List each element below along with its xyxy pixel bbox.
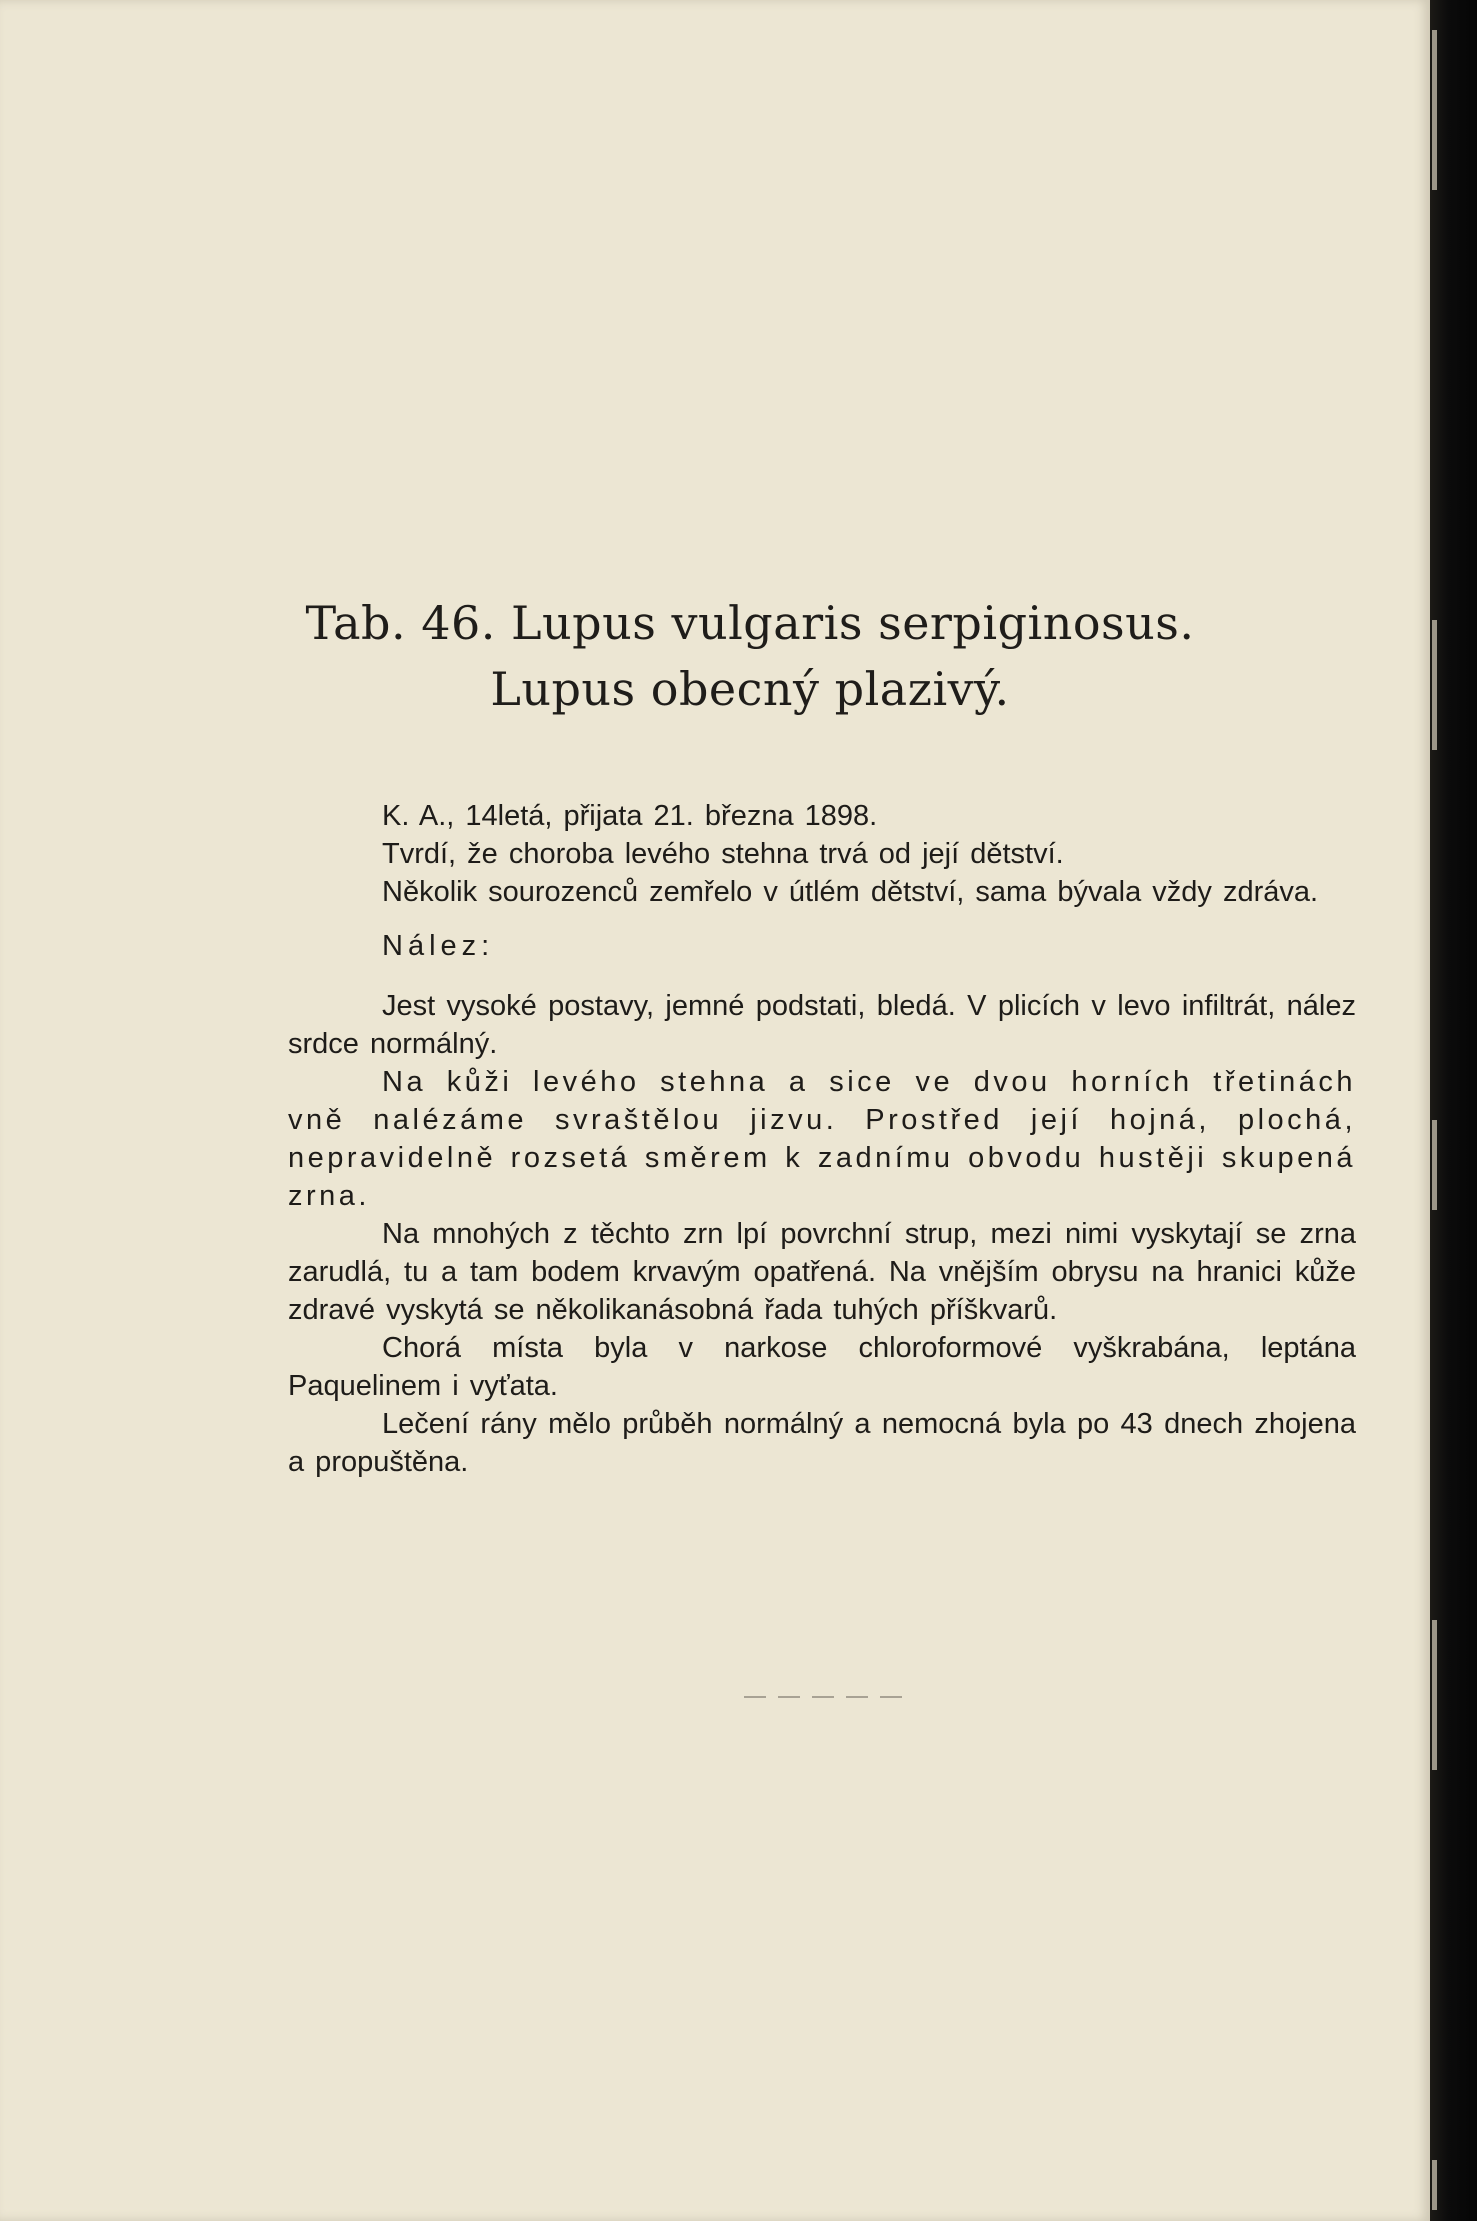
- patient-intro: K. A., 14letá, přijata 21. března 1898.: [382, 800, 878, 832]
- treatment-paragraph: Chorá místa byla v narkose chloroformové vyškrabána, leptána Paquelinem i vyťata.: [288, 1332, 1356, 1402]
- findings-paragraph-1: Jest vysoké postavy, jemné podstati, bledá. V plicích v levo infiltrát, nález srdce normálný.: [288, 990, 1356, 1060]
- edge-highlight: [1432, 2160, 1437, 2210]
- title-block: [300, 590, 1200, 722]
- plate-title: Tab. 46. Lupus vulgaris serpiginosus.: [305, 596, 1195, 650]
- edge-highlight: [1432, 30, 1437, 190]
- history-paragraph-1: Tvrdí, že choroba levého stehna trvá od její dětství.: [382, 838, 1064, 870]
- plate-subtitle: Lupus obecný plazivý.: [490, 662, 1010, 716]
- case-report: [288, 797, 1356, 1481]
- edge-highlight: [1432, 1620, 1437, 1770]
- edge-highlight: [1432, 620, 1437, 750]
- outcome-paragraph: Lečení rány mělo průběh normálný a nemocná byla po 43 dnech zhojena a propuštěna.: [288, 1408, 1356, 1478]
- edge-highlight: [1432, 1120, 1437, 1210]
- end-ornament: [744, 1696, 904, 1698]
- findings-paragraph-3: Na mnohých z těchto zrn lpí povrchní strup, mezi nimi vyskytají se zrna zarudlá, tu a tam bodem krvavým opatřená. Na vnějším obrysu na hranici kůže zdravé vyskytá se několikanásobná řada tuhých příškvarů.: [288, 1218, 1356, 1326]
- findings-paragraph-2: Na kůži levého stehna a sice ve dvou horních třetinách vně nalézáme svraštělou jizvu. Prostřed její hojná, plochá, nepravidelně rozsetá směrem k zadnímu obvodu hustěji skupená zrna.: [288, 1066, 1356, 1212]
- findings-heading: Nález:: [382, 930, 495, 962]
- scan-page-edge: [1430, 0, 1477, 2221]
- history-paragraph-2: Několik sourozenců zemřelo v útlém dětství, sama bývala vždy zdráva.: [382, 876, 1319, 908]
